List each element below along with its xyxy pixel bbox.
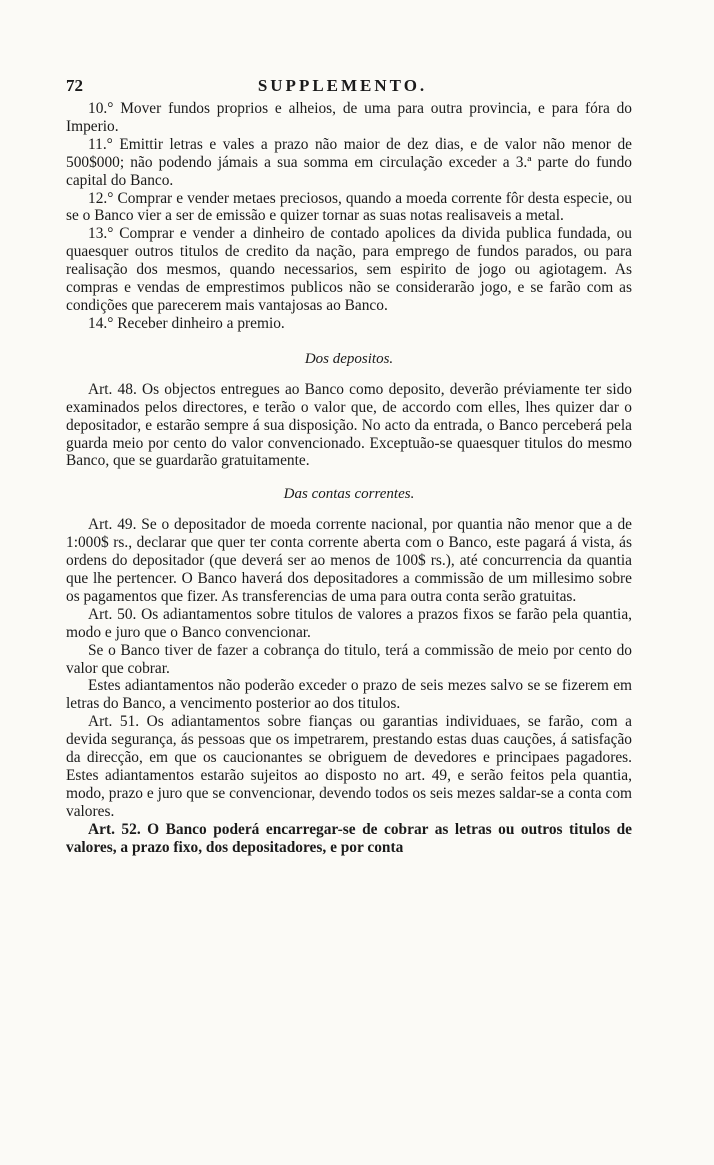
article-52: Art. 52. O Banco poderá encarregar-se de cobrar as letras ou outros titulos de valores, a prazo fixo, dos depositadores, e por conta [66,820,632,856]
list-item-12: 12.° Comprar e vender metaes preciosos, quando a moeda corrente fôr desta especie, ou se o Banco vier a ser de emissão e quizer tornar as suas notas realisaveis a metal. [66,189,632,225]
article-50: Art. 50. Os adiantamentos sobre titulos de valores a prazos fixos se farão pela quantia, modo e juro que o Banco convencionar. [66,605,632,641]
section-heading-contas-correntes: Das contas correntes. [283,486,415,503]
running-title: SUPPLEMENTO. [257,76,428,95]
section-heading-depositos: Dos depositos. [304,350,394,367]
list-item-11: 11.° Emittir letras e vales a prazo não maior de dez dias, e de valor não menor de 500$000; não podendo jámais a sua somma em circulação exceder a 3.ª parte do fundo capital do Banco. [66,135,632,189]
page-header [66,76,632,96]
article-50-paragraph-2: Se o Banco tiver de fazer a cobrança do titulo, terá a commissão de meio por cento do valor que cobrar. [66,641,632,677]
document-page [66,76,632,857]
article-49: Art. 49. Se o depositador de moeda corrente nacional, por quantia não menor que a de 1:000$ rs., declarar que quer ter conta corrente aberta com o Banco, este pagará á vista, ás ordens do depositador (que deverá ser ao menos de 100$ rs.), até concurrencia da quantia que lhe pertencer. O Banco haverá dos depositadores a commissão de um millesimo sobre os pagamentos que fizer. As transferencias de uma para outra conta serão gratuitas. [66,516,632,605]
list-item-13: 13.° Comprar e vender a dinheiro de contado apolices da divida publica fundada, ou quaesquer outros titulos de credito da nação, para emprego de fundos parados, ou para realisação dos mesmos, quando necessarios, sem espirito de jogo ou agiotagem. As compras e vendas de emprestimos publicos não se considerarão jogo, e se farão com as condições que parecerem mais vantajosas ao Banco. [66,225,632,314]
list-item-14: 14.° Receber dinheiro a premio. [88,314,285,332]
article-48: Art. 48. Os objectos entregues ao Banco como deposito, deverão préviamente ter sido examinados pelos directores, e terão o valor que, de accordo com elles, lhes quizer dar o depositador, e estarão sempre á sua disposição. No acto da entrada, o Banco perceberá pela guarda meio por cento do valor convencionado. Exceptuão-se quaesquer titulos do mesmo Banco, que se guardarão gratuitamente. [66,380,632,470]
article-50-paragraph-3: Estes adiantamentos não poderão exceder o prazo de seis mezes salvo se se fizerem em letras do Banco, a vencimento posterior ao dos titulos. [66,677,632,713]
list-item-10: 10.° Mover fundos proprios e alheios, de uma para outra provincia, e para fóra do Imperio. [66,100,632,135]
article-51: Art. 51. Os adiantamentos sobre fianças ou garantias individuaes, se farão, com a devida segurança, ás pessoas que os impetrarem, prestando estas duas cauções, á satisfação da direcção, em que os caucionantes se obriguem de devedores e principaes pagadores. Estes adiantamentos estarão sujeitos ao disposto no art. 49, e serão feitos pela quantia, modo, prazo e juro que se convencionar, devendo todos os seis mezes saldar-se a conta com valores. [66,713,632,820]
page-number: 72 [66,76,83,95]
